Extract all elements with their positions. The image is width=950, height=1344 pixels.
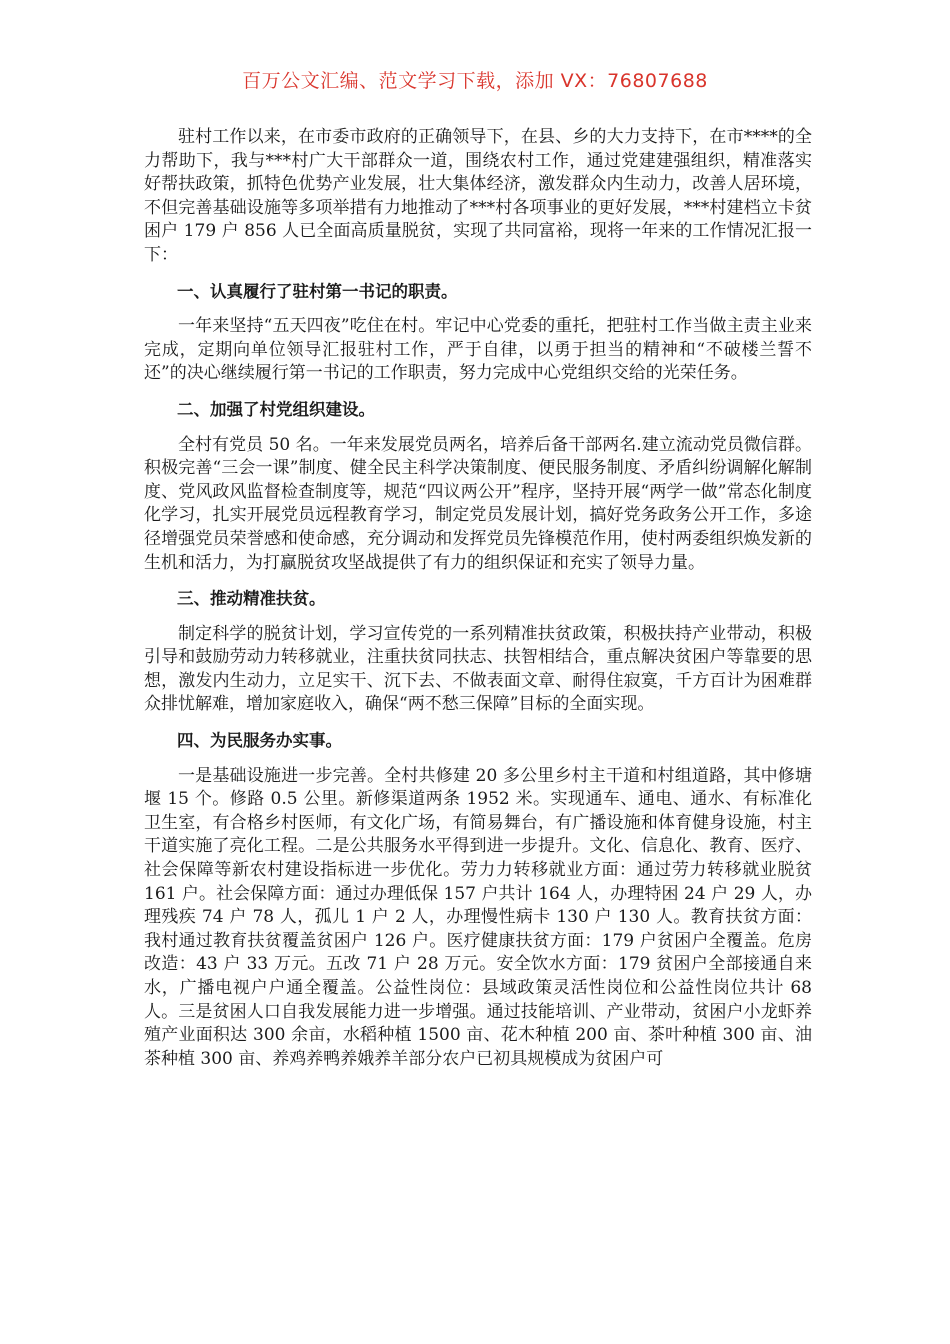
section-4-body: 一是基础设施进一步完善。全村共修建 20 多公里乡村主干道和村组道路，其中修塘堰 15 个。修路 0.5 公里。新修渠道两条 1952 米。实现通车、通电、通水、有标准化卫生室，有合格乡村医师，有文化广场，有简易舞台，有广播设施和体育健身设施，村主干道实施了亮化工程。二是公共服务水平得到进一步提升。文化、信息化、教育、医疗、社会保障等新农村建设指标进一步优化。劳力力转移就业方面：通过劳力转移就业脱贫 161 户。社会保障方面：通过办理低保 157 户共计 164 人，办理特困 24 户 29 人，办理残疾 74 户 78 人，孤儿 1 户 2 人，办理慢性病卡 130 户 130 人。教育扶贫方面：我村通过教育扶贫覆盖贫困户 126 户。医疗健康扶贫方面：179 户贫困户全覆盖。危房改造：43 户 33 万元。五改 71 户 28 万元。安全饮水方面：179 贫困户全部接通自来水，广播电视户户通全覆盖。公益性岗位：县域政策灵活性岗位和公益性岗位共计 68 人。三是贫困人口自我发展能力进一步增强。通过技能培训、产业带动，贫困户小龙虾养殖产业面积达 300 余亩，水稻种植 1500 亩、花木种植 200 亩、茶叶种植 300 亩、油茶种植 300 亩、养鸡养鸭养娥养羊部分农户已初具规模成为贫困户可 [144,765,812,1069]
section-2-body: 全村有党员 50 名。一年来发展党员两名，培养后备干部两名.建立流动党员微信群。积极完善“三会一课”制度、健全民主科学决策制度、便民服务制度、矛盾纠纷调解化解制度、党风政风监督检查制度等，规范“四议两公开”程序，坚持开展“两学一做”常态化制度化学习，扎实开展党员远程教育学习，制定党员发展计划，搞好党务政务公开工作，多途径增强党员荣誉感和使命感，充分调动和发挥党员先锋模范作用，使村两委组织焕发新的生机和活力，为打赢脱贫攻坚战提供了有力的组织保证和充实了领导力量。 [144,434,812,573]
section-3-heading: 三、推动精准扶贫。 [177,589,326,609]
section-1-body: 一年来坚持“五天四夜”吃住在村。牢记中心党委的重托，把驻村工作当做主责主业来完成，定期向单位领导汇报驻村工作，严于自律，以勇于担当的精神和“不破楼兰誓不还”的决心继续履行第一书记的工作职责，努力完成中心党组织交给的光荣任务。 [144,316,812,384]
intro-paragraph: 驻村工作以来，在市委市政府的正确领导下，在县、乡的大力支持下，在市****的全力帮助下，我与***村广大干部群众一道，围绕农村工作，通过党建建强组织，精准落实好帮扶政策，抓特色优势产业发展，壮大集体经济，激发群众内生动力，改善人居环境，不但完善基础设施等多项举措有力地推动了***村各项事业的更好发展，***村建档立卡贫困户 179 户 856 人已全面高质量脱贫，实现了共同富裕，现将一年来的工作情况汇报一下： [144,127,812,265]
section-1-heading: 一、认真履行了驻村第一书记的职责。 [177,281,458,301]
section-2-heading: 二、加强了村党组织建设。 [177,399,375,419]
section-4-heading: 四、为民服务办实事。 [177,731,342,751]
section-3-body: 制定科学的脱贫计划，学习宣传党的一系列精准扶贫政策，积极扶持产业带动，积极引导和鼓励劳动力转移就业，注重扶贫同扶志、扶智相结合，重点解决贫困户等靠要的思想，激发内生动力，立足实干、沉下去、不做表面文章、耐得住寂寞，千方百计为困难群众排忧解难，增加家庭收入，确保“两不愁三保障”目标的全面实现。 [144,623,812,715]
document-body [144,126,812,1071]
watermark-banner: 百万公文汇编、范文学习下载，添加 VX：76807688 [242,70,708,92]
